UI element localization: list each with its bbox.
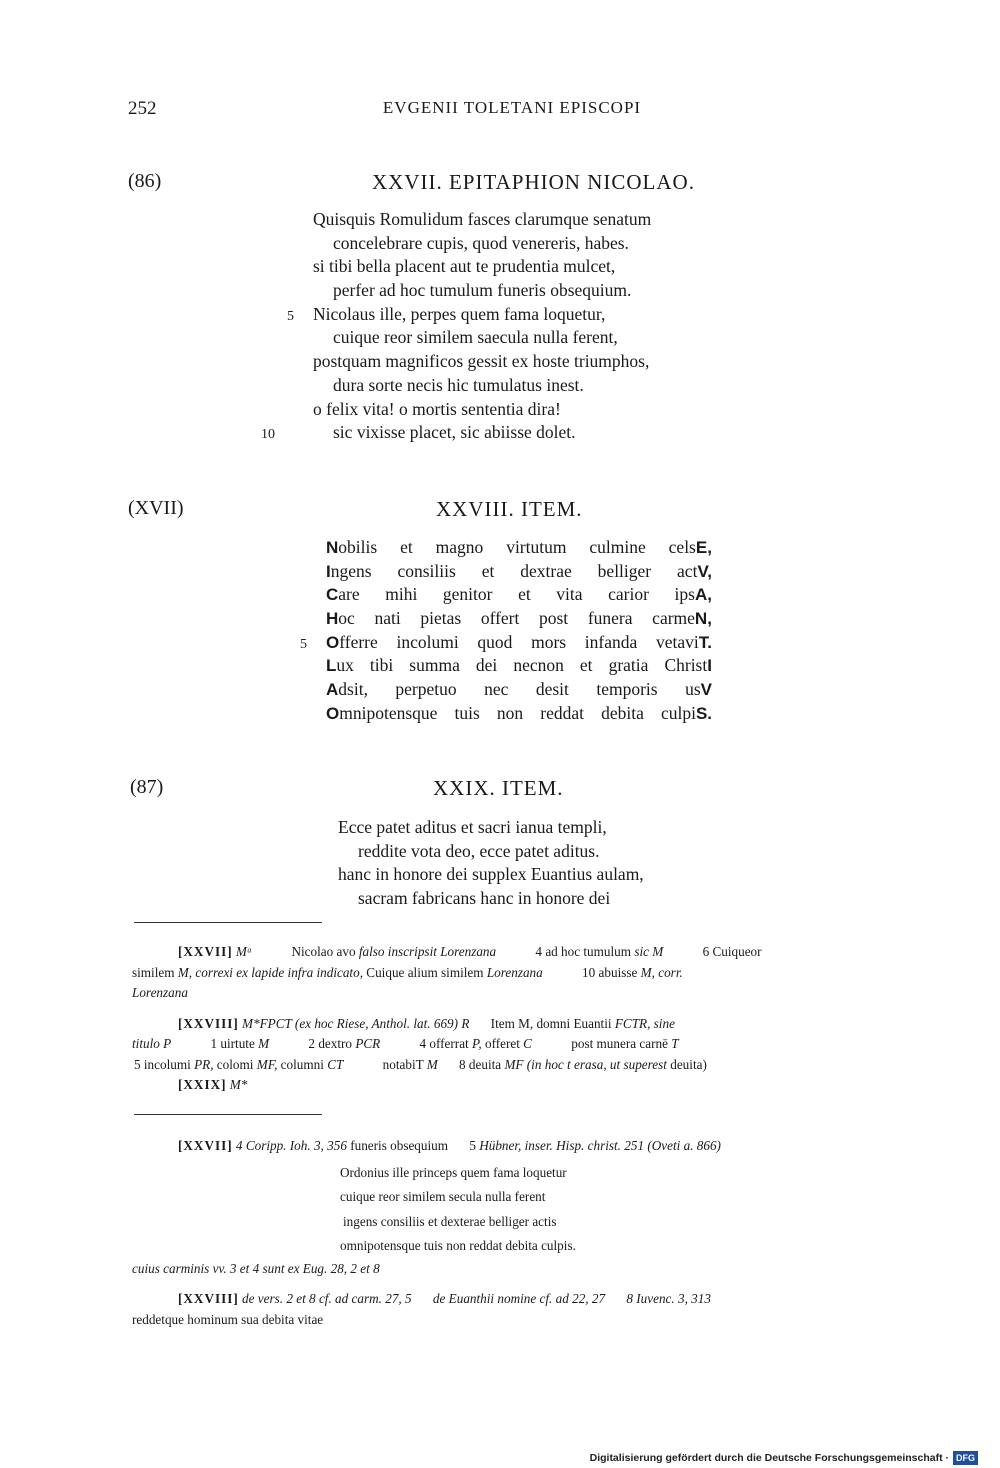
verse-word: offert: [480, 608, 520, 629]
note-text: de vers. 2 et 8 cf. ad carm. 27, 5: [242, 1291, 412, 1306]
note-sigla: CT: [327, 1056, 344, 1072]
acrostic-initial: N: [326, 538, 339, 557]
note-tag: [XXIX]: [178, 1077, 227, 1092]
verse-word: necnon: [513, 655, 564, 676]
verse-word: belliger: [597, 560, 652, 581]
telestich-final: V,: [697, 561, 712, 581]
note-text: 6 Cuiqueor: [702, 944, 762, 959]
verse-line: [313, 350, 651, 374]
note-text: 2 dextro: [308, 1036, 353, 1051]
acrostic-initial: O: [326, 703, 340, 723]
verse-text: dura sorte necis hic tumulatus inest.: [333, 374, 584, 395]
verse-line: [313, 374, 651, 398]
note-text: 4 Coripp. Ioh. 3, 356: [235, 1138, 347, 1153]
verse-text: reddite vota deo, ecce patet aditus.: [358, 840, 600, 861]
note-sigla: Mᵃ: [235, 944, 253, 959]
verse-word: nec: [484, 679, 509, 700]
verse-word: culmine: [589, 537, 646, 557]
verse-text: mnipotensque: [339, 702, 438, 723]
note-text: Item M, domni Euantii: [490, 1015, 612, 1031]
note-text: 4 ad hoc tumulum: [535, 944, 632, 959]
apparatus-line: [132, 963, 898, 984]
verse-word: [664, 654, 712, 678]
note-tag: [XXVII]: [178, 1138, 233, 1153]
verse-line: [326, 702, 712, 726]
note-sigla: Lorenzana: [132, 985, 188, 1000]
verse-line: [313, 208, 651, 232]
verse-word: nati: [374, 608, 401, 629]
verse-word: [685, 678, 712, 702]
verse-word: mors: [531, 631, 567, 652]
verse-word: desit: [535, 679, 569, 700]
poem-title: XXVIII. ITEM.: [436, 497, 583, 521]
verse-line: [338, 840, 644, 864]
verse-word: [326, 583, 360, 607]
note-text: falso inscripsit Lorenzana: [358, 944, 497, 959]
verse-word: [326, 631, 378, 655]
note-text: reddetque hominum sua debita vitae: [132, 1311, 324, 1327]
poem-verse-block: [261, 208, 652, 445]
verse-text: concelebrare cupis, quod venereris, habes.: [333, 232, 629, 253]
verse-line: [338, 816, 644, 840]
verse-word: funera: [587, 608, 633, 629]
verse-word: temporis: [596, 679, 658, 700]
quote-line: omnipotensque tuis non reddat debita culpis.: [340, 1238, 576, 1253]
note-sigla: Lorenzana: [486, 964, 543, 980]
note-text: colomi: [216, 1056, 254, 1072]
telestich-final: V: [700, 680, 712, 700]
verse-line: [326, 560, 712, 584]
poem-title: XXVII. EPITAPHION NICOLAO.: [372, 170, 695, 194]
apparatus-line: [132, 1034, 898, 1055]
verse-word: summa: [409, 655, 460, 676]
verse-text: oc: [338, 608, 355, 629]
verse-text: cuique reor similem saecula nulla ferent,: [333, 327, 618, 348]
note-text: 4 offerrat: [419, 1036, 469, 1051]
footnote-divider: [134, 922, 322, 923]
source-line: [132, 1136, 898, 1157]
verse-text: ngens: [330, 560, 372, 581]
verse-word: [669, 536, 712, 560]
verse-line: [326, 654, 712, 678]
note-sigla: C: [523, 1036, 532, 1051]
verse-word: [661, 702, 712, 726]
verse-text: sacram fabricans hanc in honore dei: [358, 888, 611, 909]
line-number: 5: [287, 308, 294, 324]
verse-word: tibi: [369, 655, 394, 676]
verse-word: genitor: [442, 584, 493, 605]
verse-word: [675, 583, 712, 607]
verse-word: reddat: [540, 702, 584, 723]
verse-word: [677, 560, 712, 584]
verse-word: [326, 654, 354, 678]
note-sigla: MF,: [256, 1056, 278, 1072]
telestich-final: E,: [695, 538, 712, 557]
verse-line: [313, 326, 651, 350]
verse-text: act: [677, 560, 698, 581]
quote-line: ingens consiliis et dexterae belliger actis: [343, 1213, 557, 1229]
verse-word: quod: [477, 631, 513, 652]
note-text: 8 Iuvenc. 3, 313: [626, 1291, 711, 1306]
verse-word: et: [518, 584, 531, 605]
apparatus-line: [132, 1055, 898, 1076]
note-sigla: PR,: [194, 1056, 214, 1072]
verse-text: Nicolaus ille, perpes quem fama loquetur,: [313, 303, 606, 324]
acrostic-verse-block: [300, 536, 712, 726]
verse-line: [313, 255, 651, 279]
verse-word: [652, 607, 712, 631]
note-sigla: M*: [229, 1077, 248, 1092]
apparatus-line: [132, 1075, 898, 1096]
verse-text: culpi: [660, 702, 696, 723]
verse-line: [313, 398, 651, 422]
note-sigla: M*FPCT (ex hoc Riese, Anthol. lat. 669) R: [242, 1015, 470, 1031]
note-sigla: sic M: [634, 944, 664, 959]
verse-word: et: [400, 537, 413, 557]
verse-text: carme: [652, 608, 695, 629]
poem-number: (XVII): [128, 497, 184, 519]
telestich-final: T.: [698, 632, 712, 652]
running-title-text: EVGENII TOLETANI EPISCOPI: [382, 98, 642, 117]
note-text: deuita): [670, 1056, 707, 1072]
verse-word: [326, 536, 377, 560]
verse-text: postquam magnificos gessit ex hoste triumphos,: [313, 351, 650, 372]
verse-text: cels: [668, 537, 696, 557]
acrostic-initial: I: [326, 561, 331, 581]
verse-word: mihi: [385, 584, 418, 605]
note-text: notabiT: [382, 1056, 424, 1072]
verse-word: debita: [601, 702, 644, 723]
note-sigla: M: [426, 1056, 438, 1072]
verse-line: [313, 279, 651, 303]
telestich-final: S.: [695, 703, 712, 723]
quote-line: cuique reor similem secula nulla ferent: [340, 1189, 546, 1204]
verse-text: fferre: [339, 631, 378, 652]
digitization-footer: [590, 1451, 978, 1465]
verse-text: Ecce patet aditus et sacri ianua templi,: [338, 817, 607, 837]
source-line: [132, 1289, 898, 1310]
dfg-logo: DFG: [953, 1451, 978, 1465]
running-title: [0, 98, 1000, 118]
verse-text: dsit,: [338, 679, 368, 700]
verse-word: [326, 678, 368, 702]
verse-word: dei: [475, 655, 498, 676]
note-sigla: PCR: [355, 1036, 381, 1051]
note-text: 5 incolumi: [134, 1056, 191, 1072]
note-sigla: M, corr.: [640, 964, 683, 980]
verse-word: pietas: [420, 608, 462, 629]
verse-word: infanda: [584, 631, 638, 652]
verse-text: sic vixisse placet, sic abiisse dolet.: [333, 422, 576, 443]
verse-word: vita: [556, 584, 583, 605]
line-number: 5: [300, 636, 307, 652]
page-number: 252: [128, 98, 157, 119]
note-text: Nicolao avo: [291, 944, 356, 959]
verse-text: ips: [674, 584, 695, 605]
verse-text: o felix vita! o mortis sententia dira!: [313, 398, 561, 419]
verse-text: us: [685, 679, 701, 700]
verse-word: et: [481, 560, 495, 581]
apparatus-criticus: [132, 942, 898, 1096]
apparatus-line: [132, 983, 898, 1004]
note-text: 5: [469, 1138, 476, 1153]
note-text: Hübner, inser. Hisp. christ. 251 (Oveti a. 866): [479, 1138, 721, 1153]
verse-word: post: [539, 608, 569, 629]
acrostic-initial: L: [326, 656, 337, 676]
note-text: columni: [280, 1056, 324, 1072]
note-text: Cuique alium similem: [366, 964, 484, 980]
verse-line: [313, 232, 651, 256]
acrostic-initial: O: [326, 632, 340, 652]
footer-text: Digitalisierung gefördert durch die Deutsche Forschungsgemeinschaft ·: [589, 1452, 949, 1464]
verse-line: [326, 678, 712, 702]
verse-text: perfer ad hoc tumulum funeris obsequium.: [333, 280, 632, 301]
apparatus-line: [132, 1014, 898, 1035]
verse-text: si tibi bella placent aut te prudentia mulcet,: [313, 256, 616, 277]
note-tag: [XXVIII]: [178, 1015, 239, 1031]
telestich-final: N,: [694, 609, 712, 629]
poem-number: (87): [130, 776, 164, 798]
acrostic-initial: C: [326, 585, 339, 605]
note-text: cuius carminis vv. 3 et 4 sunt ex Eug. 28, 2 et 8: [132, 1260, 380, 1276]
note-text: offeret: [484, 1036, 520, 1051]
verse-word: perpetuo: [395, 679, 457, 700]
footnote-divider: [134, 1114, 322, 1115]
verse-line: [326, 583, 712, 607]
note-sigla: FCTR, sine: [614, 1015, 675, 1031]
note-tag: [XXVIII]: [178, 1291, 239, 1306]
acrostic-initial: H: [326, 609, 339, 629]
verse-word: incolumi: [396, 631, 459, 652]
verse-word: [656, 631, 712, 655]
poem-verse-block: [338, 816, 644, 911]
verse-text: Christ: [664, 655, 708, 676]
poem-number: (86): [128, 170, 162, 192]
telestich-final: A,: [694, 585, 712, 605]
verse-line: [326, 607, 712, 631]
verse-word: dextrae: [520, 560, 572, 581]
source-notes: [132, 1136, 898, 1330]
poem-title: XXIX. ITEM.: [433, 776, 564, 800]
verse-word: virtutum: [506, 537, 567, 557]
verse-word: [326, 702, 437, 726]
verse-word: carior: [608, 584, 649, 605]
note-text: 10 abuisse: [582, 964, 638, 980]
verse-line: [326, 536, 712, 560]
verse-line: [287, 303, 651, 327]
verse-word: [326, 607, 355, 631]
note-text: 1 uirtute: [210, 1036, 255, 1051]
acrostic-initial: A: [326, 680, 339, 700]
note-sigla: P,: [472, 1036, 482, 1051]
inscription-quote: [132, 1161, 898, 1259]
telestich-final: I: [707, 656, 712, 676]
verse-text: ux: [336, 655, 354, 676]
note-text: M, correxi ex lapide infra indicato,: [177, 964, 363, 980]
quote-line: Ordonius ille princeps quem fama loquetur: [340, 1164, 567, 1180]
source-line: [132, 1259, 898, 1280]
verse-word: gratia: [608, 655, 649, 676]
verse-line: [338, 863, 644, 887]
verse-word: magno: [435, 537, 484, 557]
note-text: similem: [132, 964, 175, 980]
verse-word: tuis: [454, 702, 480, 723]
note-sigla: T: [671, 1036, 679, 1051]
note-sigla: titulo P: [132, 1036, 172, 1051]
note-text: post munera carnē: [571, 1036, 668, 1051]
verse-text: vetavi: [655, 631, 699, 652]
apparatus-line: [132, 942, 898, 963]
source-line: [132, 1310, 898, 1331]
verse-text: are: [338, 584, 360, 605]
note-tag: [XXVII]: [178, 944, 233, 959]
verse-line: [338, 887, 644, 911]
verse-line: [261, 421, 651, 445]
note-sigla: MF (in hoc t erasa, ut superest: [504, 1056, 667, 1072]
verse-word: non: [496, 702, 524, 723]
note-text: 8 deuita: [459, 1056, 502, 1072]
verse-text: obilis: [338, 537, 378, 557]
verse-text: hanc in honore dei supplex Euantius aulam,: [338, 864, 644, 885]
verse-word: [326, 560, 372, 584]
verse-text: Quisquis Romulidum fasces clarumque senatum: [313, 209, 652, 229]
verse-line: [300, 631, 712, 655]
line-number: 10: [261, 427, 275, 443]
note-text: funeris obsequium: [350, 1138, 449, 1153]
note-text: de Euanthii nomine cf. ad 22, 27: [432, 1291, 606, 1306]
note-sigla: M: [258, 1036, 270, 1051]
verse-word: et: [579, 655, 593, 676]
verse-word: consiliis: [397, 560, 456, 581]
